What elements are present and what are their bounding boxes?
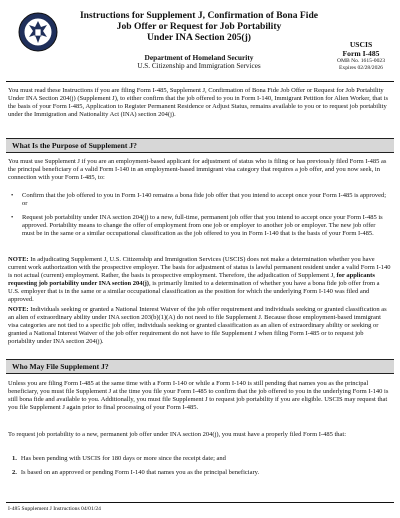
intro-paragraph: You must read these Instructions if you are filing Form I-485, Supplement J, Confirmation of Bona Fide Job Offer or Request for Job Portability Under INA Section 204(j) (Supplement J), to either confirm that the job offered to you in Form I-140, Immigrant Petition for Alien Worker, that is the basis of your Form I-485, Application to Register Permanent Residence or Adjust Status, remains available to you or to request job portability under the Immigration and Nationality Act (INA) section 204(j). <box>8 87 389 119</box>
note-label: NOTE: <box>8 306 29 313</box>
requirement-item-2 <box>12 469 392 477</box>
department-name: Department of Homeland Security <box>144 53 254 62</box>
item-number: 1. <box>12 455 17 462</box>
who-paragraph: Unless you are filing Form I-485 at the same time with a Form I-140 or while a Form I-140 is still pending that names you as the principal beneficiary, you must file Supplement J at the time you file your Form I-485 to confirm that the job offered to you in the underlying Form I-140 is still bona fide and available to you. Additionally, you must file Supplement J to request job portability if you are eligible. USCIS may request that you file Supplement J again prior to final processing of your Form I-485. <box>8 380 389 412</box>
note-label: NOTE: <box>8 256 29 263</box>
bullet-icon: • <box>11 214 14 221</box>
note-text: Individuals seeking or granted a National Interest Waiver of the job offer requirement and individuals seeking or granted classification as an alien of extraordinary ability under INA section 203(b)(1)(A) do not need to file Supplement J. Because those employment-based immigrant visa categories are not tied to a specific job offer, individuals seeking or granted classification as an alien of extraordinary ability or seeking or granted a National Interest Waiver of the job offer requirement do not have to file Supplement J when filing Form I-485 or to request job portability under INA section 204(j). <box>8 306 387 346</box>
who-portability-paragraph: To request job portability to a new, permanent job offer under INA section 204(j), you must have a properly filed Form I-485 that: <box>8 431 347 438</box>
section-heading-purpose: What Is the Purpose of Supplement J? <box>12 140 137 150</box>
expiration-date: Expires 02/28/2026 <box>339 65 383 71</box>
header-divider <box>6 81 394 82</box>
note-bold-text: for applicants requesting job portability under INA section 204(j) <box>8 272 375 288</box>
purpose-bullet-portability <box>11 214 388 238</box>
note-national-interest <box>8 306 392 346</box>
section-header-who <box>6 359 394 374</box>
dhs-seal-icon <box>18 12 58 52</box>
purpose-paragraph: You must use Supplement J if you are an employment-based applicant for adjustment of status who is filing or has previously filed Form I-485 as the principal beneficiary of a valid Form I-140 in an employment-based immigrant visa category that requires a job offer, and you now seek, in connection with your Form I-485, to: <box>8 158 387 182</box>
form-agency: USCIS <box>349 40 373 49</box>
document-title <box>70 10 328 44</box>
omb-number: OMB No. 1615-0023 <box>336 58 385 64</box>
form-number: Form I-485 <box>342 49 380 58</box>
section-header-purpose <box>6 138 394 153</box>
footer-divider <box>6 502 394 503</box>
item-number: 2. <box>12 469 17 476</box>
purpose-bullet-text-1: Confirm that the job offered to you in Form I-140 remains a bona fide job offer that you intend to accept once your Form I-485 is approved; or <box>22 192 387 208</box>
note-text-b: , is primarily limited to a determination of whether you have a bona fide job offer from a U.S. employer that is in the same or a similar occupational classification as the position for which the underlying Form I-140 was filed and approved. <box>8 280 380 304</box>
agency-name: U.S. Citizenship and Immigration Services <box>137 62 261 70</box>
note-text-a: In adjudicating Supplement J, U.S. Citizenship and Immigration Services (USCIS) does not make a determination whether you have current work authorization with the prospective employer. The basis for adjustment of status is lawful permanent resident under a valid Form I-140 is not actual (current) employment. Rather, the basis is prospective employment. Therefore, the adjudication of Supplement J, <box>8 256 391 280</box>
purpose-bullet-text-2: Request job portability under INA section 204(j) to a new, full-time, permanent job offer that you intend to accept once your Form I-485 is approved. Portability means to change the offer of employment from one job or employer to another job or employer. The new job offer must be in the same or a similar occupational classification as the job offered to you in Form I-140 that is the basis of your Form I-485. <box>22 214 383 238</box>
purpose-bullet-confirm <box>11 192 388 208</box>
bullet-icon: • <box>11 192 14 199</box>
title-line-3: Under INA Section 205(j) <box>146 32 252 44</box>
note-adjudication <box>8 256 392 305</box>
requirement-item-1 <box>12 455 392 463</box>
title-line-2: Job Offer or Request for Job Portability <box>116 21 282 33</box>
section-heading-who: Who May File Supplement J? <box>12 361 109 371</box>
title-line-1: Instructions for Supplement J, Confirmation of Bona Fide <box>79 10 319 21</box>
footer-edition: I-485 Supplement J Instructions 04/01/24 <box>8 506 101 512</box>
item-text: Has been pending with USCIS for 180 days or more since the receipt date; and <box>20 455 226 462</box>
item-text: Is based on an approved or pending Form I-140 that names you as the principal beneficiary. <box>20 469 260 476</box>
form-identifier <box>330 40 392 72</box>
